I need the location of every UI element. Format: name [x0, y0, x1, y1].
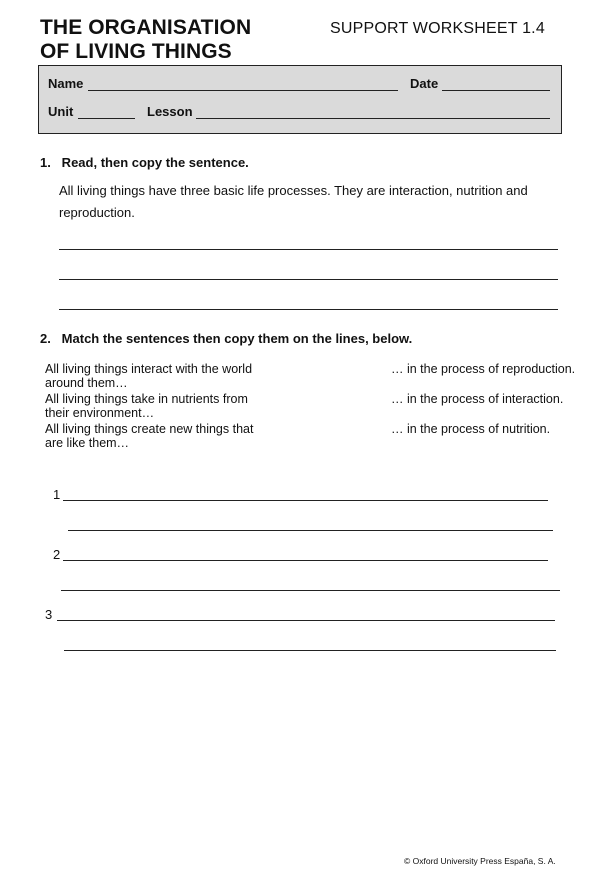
question-2-heading: 2. Match the sentences then copy them on the lines, below. — [40, 331, 413, 346]
question-1-heading: 1. Read, then copy the sentence. — [40, 155, 249, 170]
answer-number-2: 2 — [53, 547, 61, 562]
answer-1-line-b[interactable] — [68, 530, 553, 531]
student-info-box — [38, 65, 562, 134]
sentence-line-2: reproduction. — [59, 205, 135, 220]
match-left-1-line1: All living things interact with the world — [45, 362, 253, 376]
copy-line-1[interactable] — [59, 249, 558, 250]
match-left-2 — [45, 392, 248, 420]
answer-1-line-a[interactable] — [63, 500, 548, 501]
match-left-2-line2: their environment… — [45, 406, 155, 420]
match-left-2-line1: All living things take in nutrients from — [45, 392, 248, 406]
name-field-line[interactable] — [88, 90, 398, 91]
copy-line-3[interactable] — [59, 309, 558, 310]
copy-line-2[interactable] — [59, 279, 558, 280]
worksheet-title — [40, 16, 251, 64]
date-field-line[interactable] — [442, 90, 550, 91]
match-left-3-line2: are like them… — [45, 436, 130, 450]
answer-number-3: 3 — [45, 607, 53, 622]
title-line-1: THE ORGANISATION — [40, 16, 252, 39]
answer-3-line-a[interactable] — [57, 620, 555, 621]
lesson-field-line[interactable] — [196, 118, 550, 119]
date-label: Date — [410, 76, 439, 91]
question-1-sentence — [59, 180, 528, 224]
lesson-label: Lesson — [147, 104, 193, 119]
copyright-footer: © Oxford University Press España, S. A. — [404, 856, 556, 866]
unit-label: Unit — [48, 104, 74, 119]
answer-2-line-b[interactable] — [61, 590, 560, 591]
match-right-2: … in the process of interaction. — [391, 392, 564, 406]
answer-2-line-a[interactable] — [63, 560, 548, 561]
answer-3-line-b[interactable] — [64, 650, 556, 651]
match-left-1-line2: around them… — [45, 376, 128, 390]
match-right-1: … in the process of reproduction. — [391, 362, 576, 376]
match-left-3 — [45, 422, 253, 450]
name-label: Name — [48, 76, 84, 91]
sentence-line-1: All living things have three basic life processes. They are interaction, nutrition and — [59, 183, 528, 198]
match-right-3: … in the process of nutrition. — [391, 422, 551, 436]
title-line-2: OF LIVING THINGS — [40, 40, 232, 63]
match-left-3-line1: All living things create new things that — [45, 422, 254, 436]
answer-number-1: 1 — [53, 487, 61, 502]
worksheet-label: SUPPORT WORKSHEET 1.4 — [330, 20, 545, 37]
match-left-1 — [45, 362, 252, 390]
unit-field-line[interactable] — [78, 118, 135, 119]
